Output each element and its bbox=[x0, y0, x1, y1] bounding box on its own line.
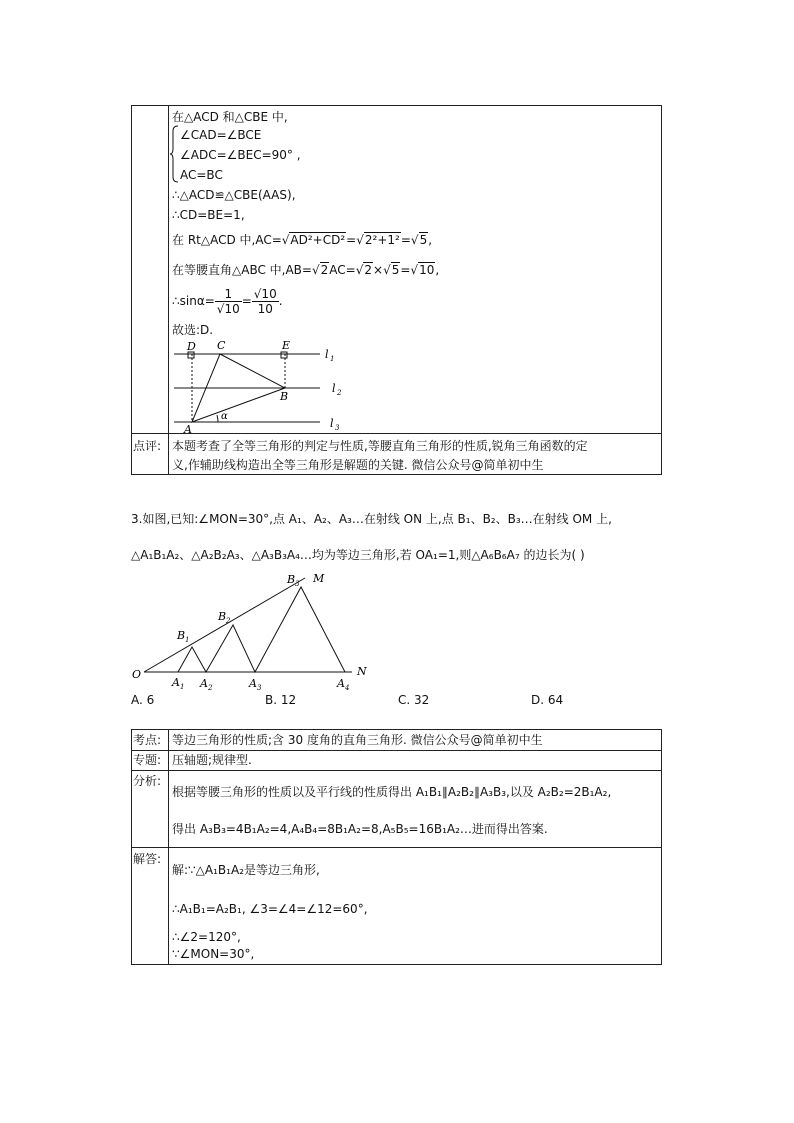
comment-line-1: 本题考查了全等三角形的判定与性质,等腰直角三角形的性质,锐角三角函数的定 bbox=[172, 439, 588, 453]
label-l3: l bbox=[330, 417, 334, 430]
label-C: C bbox=[217, 339, 226, 352]
solution-line-2: ∠CAD=∠BCE bbox=[180, 128, 262, 142]
option-d: D. 64 bbox=[531, 693, 564, 707]
label-l2: l bbox=[332, 382, 336, 395]
solution-line-3: ∠ADC=∠BEC=90° , bbox=[180, 148, 301, 162]
solution-line-6: ∴CD=BE=1, bbox=[172, 208, 245, 222]
ab-radical-4: 10 bbox=[419, 263, 435, 277]
ac-radical-3: 5 bbox=[419, 233, 428, 247]
ab-radical-1: 2 bbox=[320, 263, 329, 277]
label-B3-sub: 3 bbox=[295, 580, 300, 588]
sin-tail: . bbox=[278, 294, 283, 308]
solution-line-1: 在△ACD 和△CBE 中, bbox=[172, 110, 288, 124]
label-l3-sub: 3 bbox=[335, 424, 340, 432]
ab-mid: AC= bbox=[329, 263, 356, 277]
sin-fraction-1: $\frac{1}{√10}$ bbox=[216, 287, 240, 316]
ab-times: × bbox=[373, 263, 384, 277]
label-B2-sub: 2 bbox=[226, 617, 231, 625]
equilateral-triangles-figure bbox=[130, 570, 380, 692]
ac-tail: , bbox=[428, 233, 433, 247]
label-l1-sub: 1 bbox=[330, 355, 335, 363]
jieda-line-1: 解:∵△A₁B₁A₂是等边三角形, bbox=[172, 863, 320, 877]
option-b: B. 12 bbox=[265, 693, 297, 707]
solution-line-5: ∴△ACD≌△CBE(AAS), bbox=[172, 188, 296, 202]
question-line-2: △A₁B₁A₂、△A₂B₂A₃、△A₃B₃A₄…均为等边三角形,若 OA₁=1,则△A₆B₆A₇ 的边长为( ) bbox=[131, 548, 585, 562]
ac-text: 在 Rt△ACD 中,AC= bbox=[172, 233, 282, 247]
label-M: M bbox=[313, 572, 325, 585]
solution-line-ab: 在等腰直角△ABC 中,AB=√2AC=√2×√5=√10, bbox=[172, 263, 440, 277]
ac-radical-2: 2²+1² bbox=[364, 233, 400, 247]
jieda-label: 解答: bbox=[133, 852, 162, 866]
label-A: A bbox=[184, 423, 192, 433]
option-a: A. 6 bbox=[131, 693, 155, 707]
jieda-line-2: ∴A₁B₁=A₂B₁, ∠3=∠4=∠12=60°, bbox=[172, 902, 368, 916]
label-A2: A bbox=[200, 677, 208, 690]
label-B3: B bbox=[287, 573, 296, 586]
ab-eq: = bbox=[400, 263, 411, 277]
kaodian-label: 考点: bbox=[133, 733, 162, 747]
system-brace bbox=[170, 125, 180, 183]
solution-line-choice: 故选:D. bbox=[172, 323, 214, 337]
ac-eq-1: = bbox=[346, 233, 357, 247]
answer-row-divider-1 bbox=[131, 750, 662, 751]
option-c: C. 32 bbox=[398, 693, 430, 707]
top-table-column-divider bbox=[168, 105, 169, 475]
label-A4: A bbox=[337, 677, 345, 690]
sin-fraction-2: $\frac{√10}{10}$ bbox=[253, 287, 277, 316]
ac-radical-1: AD²+CD² bbox=[290, 233, 346, 247]
label-E: E bbox=[282, 339, 291, 352]
label-B1: B bbox=[177, 629, 186, 642]
label-D: D bbox=[187, 340, 196, 353]
label-A3: A bbox=[249, 677, 257, 690]
fenxi-line-1: 根据等腰三角形的性质以及平行线的性质得出 A₁B₁∥A₂B₂∥A₃B₃,以及 A₂B₂=2B₁A₂, bbox=[172, 785, 612, 799]
fenxi-line-2: 得出 A₃B₃=4B₁A₂=4,A₄B₄=8B₁A₂=8,A₅B₅=16B₁A₂…进而得出答案. bbox=[172, 822, 548, 836]
solution-line-sin bbox=[172, 286, 283, 316]
answer-row-divider-3 bbox=[131, 847, 662, 848]
comment-line-2: 义,作辅助线构造出全等三角形是解题的关键. 微信公众号@简单初中生 bbox=[172, 458, 544, 472]
label-A1: A bbox=[172, 676, 180, 689]
question-line-1: 3.如图,已知:∠MON=30°,点 A₁、A₂、A₃…在射线 ON 上,点 B₁、B₂、B₃…在射线 OM 上, bbox=[131, 512, 612, 526]
sin-eq: = bbox=[241, 294, 252, 308]
fenxi-label: 分析: bbox=[133, 774, 162, 788]
parallel-lines-figure bbox=[170, 337, 370, 433]
answer-row-divider-2 bbox=[131, 770, 662, 771]
label-A4-sub: 4 bbox=[345, 684, 350, 692]
label-A3-sub: 3 bbox=[257, 684, 262, 692]
label-O: O bbox=[132, 668, 142, 681]
comment-label: 点评: bbox=[133, 439, 162, 453]
label-B1-sub: 1 bbox=[185, 636, 190, 644]
zhuanti-text: 压轴题;规律型. bbox=[172, 753, 252, 767]
top-table-row-divider bbox=[131, 433, 662, 434]
kaodian-text: 等边三角形的性质;含 30 度角的直角三角形. 微信公众号@简单初中生 bbox=[172, 733, 543, 747]
ab-tail: , bbox=[435, 263, 440, 277]
solution-line-4: AC=BC bbox=[180, 168, 223, 182]
ab-text: 在等腰直角△ABC 中,AB= bbox=[172, 263, 312, 277]
jieda-line-4: ∵∠MON=30°, bbox=[172, 947, 255, 961]
label-N: N bbox=[357, 665, 367, 678]
label-l1: l bbox=[325, 348, 329, 361]
label-B2: B bbox=[218, 610, 227, 623]
jieda-line-3: ∴∠2=120°, bbox=[172, 930, 241, 944]
label-alpha: α bbox=[221, 411, 228, 422]
solution-line-ac: 在 Rt△ACD 中,AC=√AD²+CD²=√2²+1²=√5, bbox=[172, 233, 433, 247]
label-A2-sub: 2 bbox=[208, 684, 213, 692]
ab-radical-3: 5 bbox=[391, 263, 400, 277]
label-B: B bbox=[280, 390, 289, 403]
sin-text: ∴sinα= bbox=[172, 294, 215, 308]
zhuanti-label: 专题: bbox=[133, 753, 162, 767]
label-A1-sub: 1 bbox=[180, 683, 185, 691]
ab-radical-2: 2 bbox=[364, 263, 372, 277]
ac-eq-2: = bbox=[400, 233, 411, 247]
label-l2-sub: 2 bbox=[337, 389, 342, 397]
